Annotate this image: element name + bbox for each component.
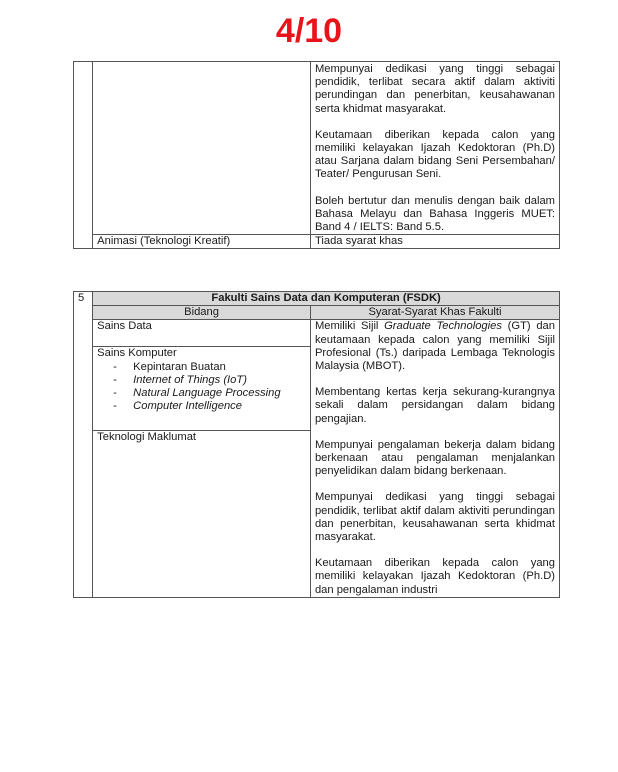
faculty-table-fsdk — [73, 291, 560, 598]
dash-bullet: - — [113, 360, 117, 373]
requirement-paragraph: Mempunyai pengalaman bekerja dalam bidang berkenaan atau pengalaman menjalankan penyelidikan dalam bidang berkenaan. — [314, 438, 555, 478]
bidang-cell — [93, 347, 311, 431]
text: Memiliki Sijil — [314, 320, 385, 333]
page-indicator: 4/10 — [275, 12, 343, 50]
number-cell — [74, 62, 93, 249]
italic-text: Graduate Technologies — [384, 320, 502, 333]
bidang-label: Sains Komputer — [97, 347, 177, 360]
number-cell: 5 — [74, 292, 93, 598]
bidang-cell: Animasi (Teknologi Kreatif) — [93, 235, 311, 249]
sub-field-label: Kepintaran Buatan — [133, 360, 226, 373]
dash-bullet: - — [113, 373, 117, 386]
column-header-bidang: Bidang — [93, 306, 311, 320]
requirements-cell — [310, 62, 559, 235]
table-header-row — [74, 306, 560, 320]
bidang-cell: Sains Data — [93, 320, 311, 347]
sub-field-label: Computer Intelligence — [133, 400, 242, 413]
list-item — [113, 400, 306, 413]
list-item — [113, 374, 306, 387]
column-header-syarat: Syarat-Syarat Khas Fakulti — [310, 306, 559, 320]
text: (GT) dan keutamaan kepada calon yang memiliki Sijil Profesional (Ts.) daripada Lembaga Teknologis Malaysia (MBOT). — [314, 320, 555, 373]
faculty-title: Fakulti Sains Data dan Komputeran (FSDK) — [93, 292, 560, 306]
requirements-cell: Tiada syarat khas — [310, 235, 559, 249]
requirement-paragraph: Keutamaan diberikan kepada calon yang memiliki kelayakan Ijazah Kedoktoran (Ph.D) atau Sarjana dalam bidang Seni Persembahan/ Teater/ Pengurusan Seni. — [314, 128, 555, 181]
table-row — [74, 292, 560, 306]
requirement-paragraph: Mempunyai dedikasi yang tinggi sebagai pendidik, terlibat secara aktif dalam aktiviti perundingan dan penerbitan, keusahawanan serta khidmat masyarakat. — [314, 63, 555, 115]
dash-bullet: - — [113, 400, 117, 413]
sub-field-list — [97, 361, 306, 414]
requirement-paragraph: Keutamaan diberikan kepada calon yang memiliki kelayakan Ijazah Kedoktoran (Ph.D) dan pengalaman industri — [314, 557, 555, 596]
requirement-paragraph: Boleh bertutur dan menulis dengan baik dalam Bahasa Melayu dan Bahasa Inggeris MUET: Band 4 / IELTS: Band 5.5. — [314, 194, 555, 234]
sub-field-label: Internet of Things (IoT) — [133, 373, 247, 386]
requirement-paragraph — [315, 320, 555, 373]
dash-bullet: - — [113, 387, 117, 400]
list-item — [113, 361, 306, 374]
requirements-cell — [310, 320, 559, 597]
table-row — [74, 320, 560, 347]
list-item — [113, 387, 306, 400]
bidang-cell-empty — [93, 62, 311, 235]
bidang-cell: Teknologi Maklumat — [93, 431, 311, 597]
table-row — [74, 235, 560, 249]
faculty-table-continued — [73, 61, 560, 249]
table-row — [74, 62, 560, 235]
requirement-paragraph: Membentang kertas kerja sekurang-kurangnya sekali dalam persidangan dalam bidang pengajian. — [314, 386, 555, 425]
sub-field-label: Natural Language Processing — [133, 387, 281, 400]
requirement-paragraph: Mempunyai dedikasi yang tinggi sebagai pendidik, terlibat aktif dalam aktiviti perundingan dan penerbitan, keusahawanan serta khidmat masyarakat. — [314, 491, 555, 544]
